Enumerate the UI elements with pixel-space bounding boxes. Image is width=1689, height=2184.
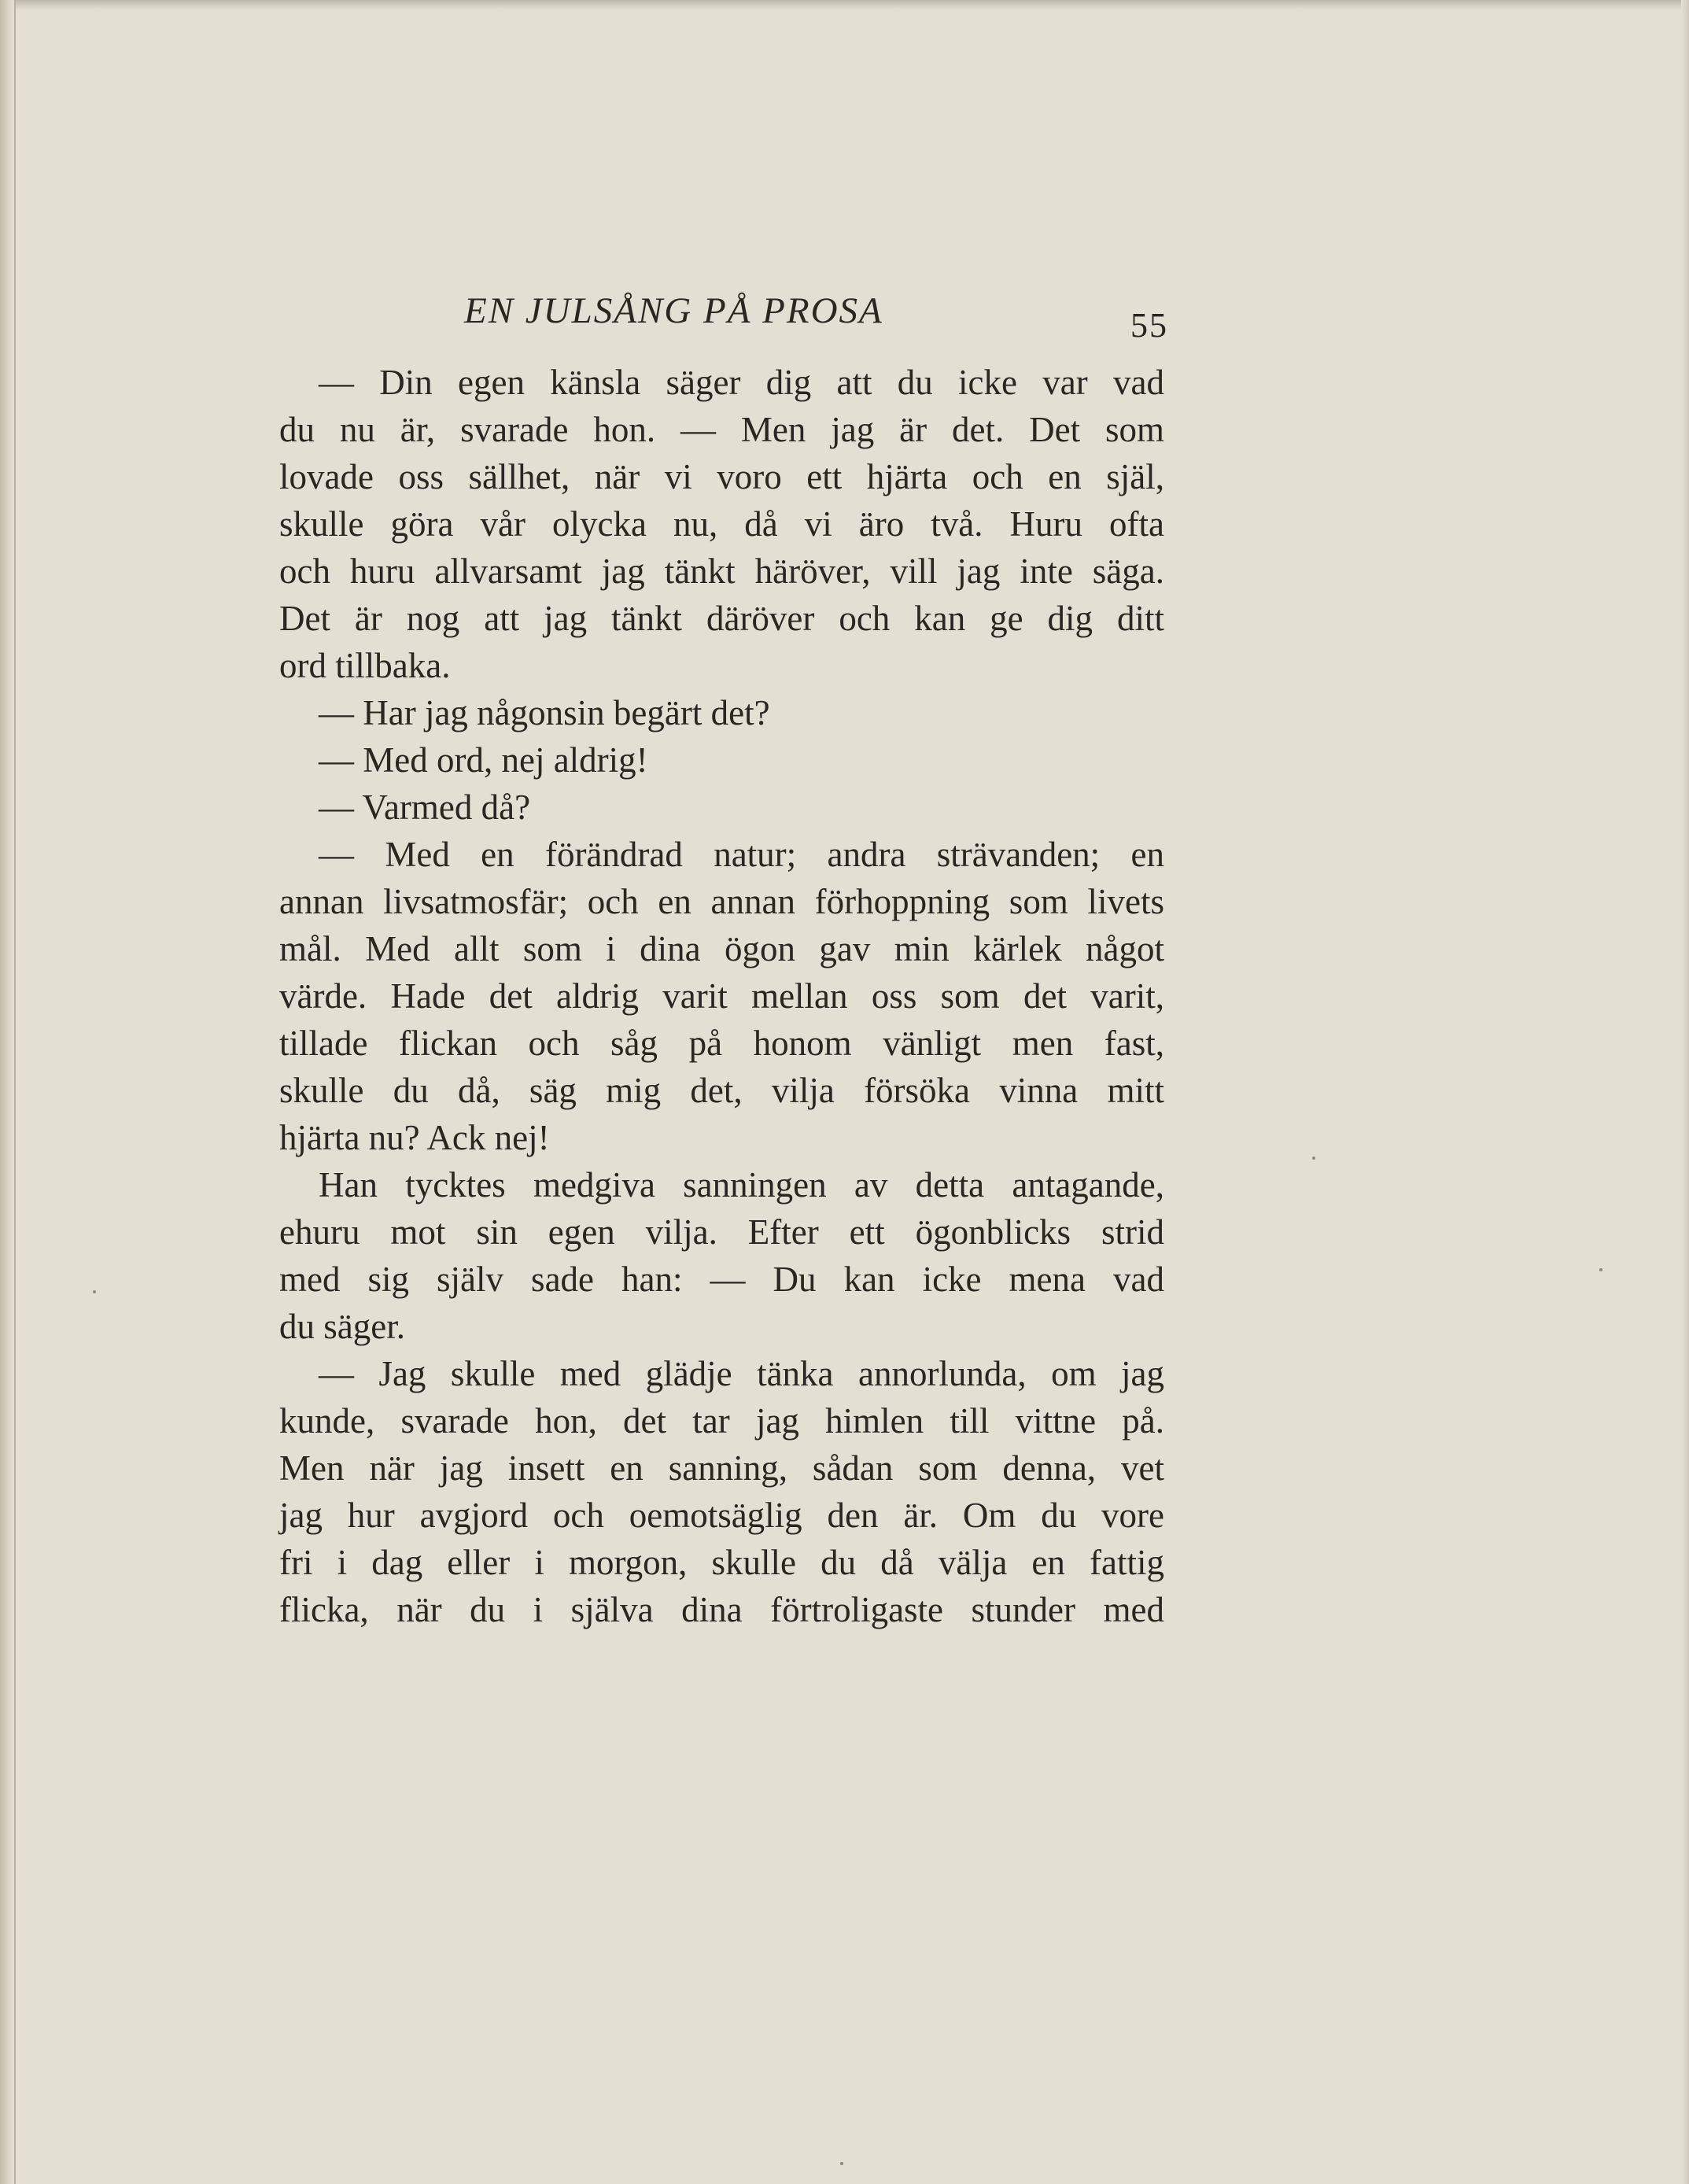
text-line: — Din egen känsla säger dig att du icke var vad bbox=[319, 363, 1164, 402]
text-line: med sig själv sade han: — Du kan icke mena vad bbox=[279, 1260, 1164, 1299]
text-line: Han tycktes medgiva sanningen av detta antagande, bbox=[319, 1165, 1164, 1205]
text-line: skulle du då, säg mig det, vilja försöka vinna mitt bbox=[279, 1071, 1164, 1110]
page-top-edge bbox=[0, 0, 1689, 11]
text-line: ehuru mot sin egen vilja. Efter ett ögonblicks strid bbox=[279, 1212, 1164, 1252]
text-line: Men när jag insett en sanning, sådan som denna, vet bbox=[279, 1448, 1164, 1488]
text-line: — Har jag någonsin begärt det? bbox=[319, 693, 770, 732]
page-number: 55 bbox=[1130, 306, 1168, 345]
paper-speck bbox=[1312, 1157, 1315, 1160]
page-left-edge bbox=[0, 0, 14, 2184]
text-line: flicka, när du i själva dina förtroligaste stunder med bbox=[279, 1590, 1164, 1629]
text-line: värde. Hade det aldrig varit mellan oss som det varit, bbox=[279, 976, 1164, 1016]
running-title: EN JULSÅNG PÅ PROSA bbox=[464, 290, 883, 331]
body-text bbox=[279, 359, 1164, 1633]
paper-speck bbox=[93, 1290, 96, 1293]
text-line: — Varmed då? bbox=[319, 788, 531, 827]
text-line: lovade oss sällhet, när vi voro ett hjärta och en själ, bbox=[279, 457, 1164, 496]
text-line: — Med ord, nej aldrig! bbox=[319, 740, 648, 780]
paper-speck bbox=[1599, 1268, 1602, 1271]
text-line: du nu är, svarade hon. — Men jag är det. Det som bbox=[279, 410, 1164, 449]
page-right-edge bbox=[1681, 0, 1689, 2184]
text-line: annan livsatmosfär; och en annan förhoppning som livets bbox=[279, 882, 1164, 921]
text-line: tillade flickan och såg på honom vänligt men fast, bbox=[279, 1024, 1164, 1063]
text-line: skulle göra vår olycka nu, då vi äro två. Huru ofta bbox=[279, 504, 1164, 544]
paper-speck bbox=[840, 2162, 843, 2165]
running-head bbox=[279, 283, 1168, 346]
text-line: kunde, svarade hon, det tar jag himlen till vittne på. bbox=[279, 1401, 1164, 1441]
text-line: mål. Med allt som i dina ögon gav min kärlek något bbox=[279, 929, 1164, 968]
text-line: hjärta nu? Ack nej! bbox=[279, 1118, 550, 1157]
text-line: ord tillbaka. bbox=[279, 646, 451, 685]
text-line: — Jag skulle med glädje tänka annorlunda, om jag bbox=[319, 1354, 1164, 1393]
text-line: jag hur avgjord och oemotsäglig den är. Om du vore bbox=[279, 1496, 1164, 1535]
page-gutter-line bbox=[14, 0, 16, 2184]
text-line: Det är nog att jag tänkt däröver och kan ge dig ditt bbox=[279, 599, 1164, 638]
text-line: och huru allvarsamt jag tänkt häröver, vill jag inte säga. bbox=[279, 552, 1164, 591]
text-line: fri i dag eller i morgon, skulle du då välja en fattig bbox=[279, 1543, 1164, 1582]
text-line: du säger. bbox=[279, 1307, 405, 1346]
text-line: — Med en förändrad natur; andra strävanden; en bbox=[319, 835, 1164, 874]
